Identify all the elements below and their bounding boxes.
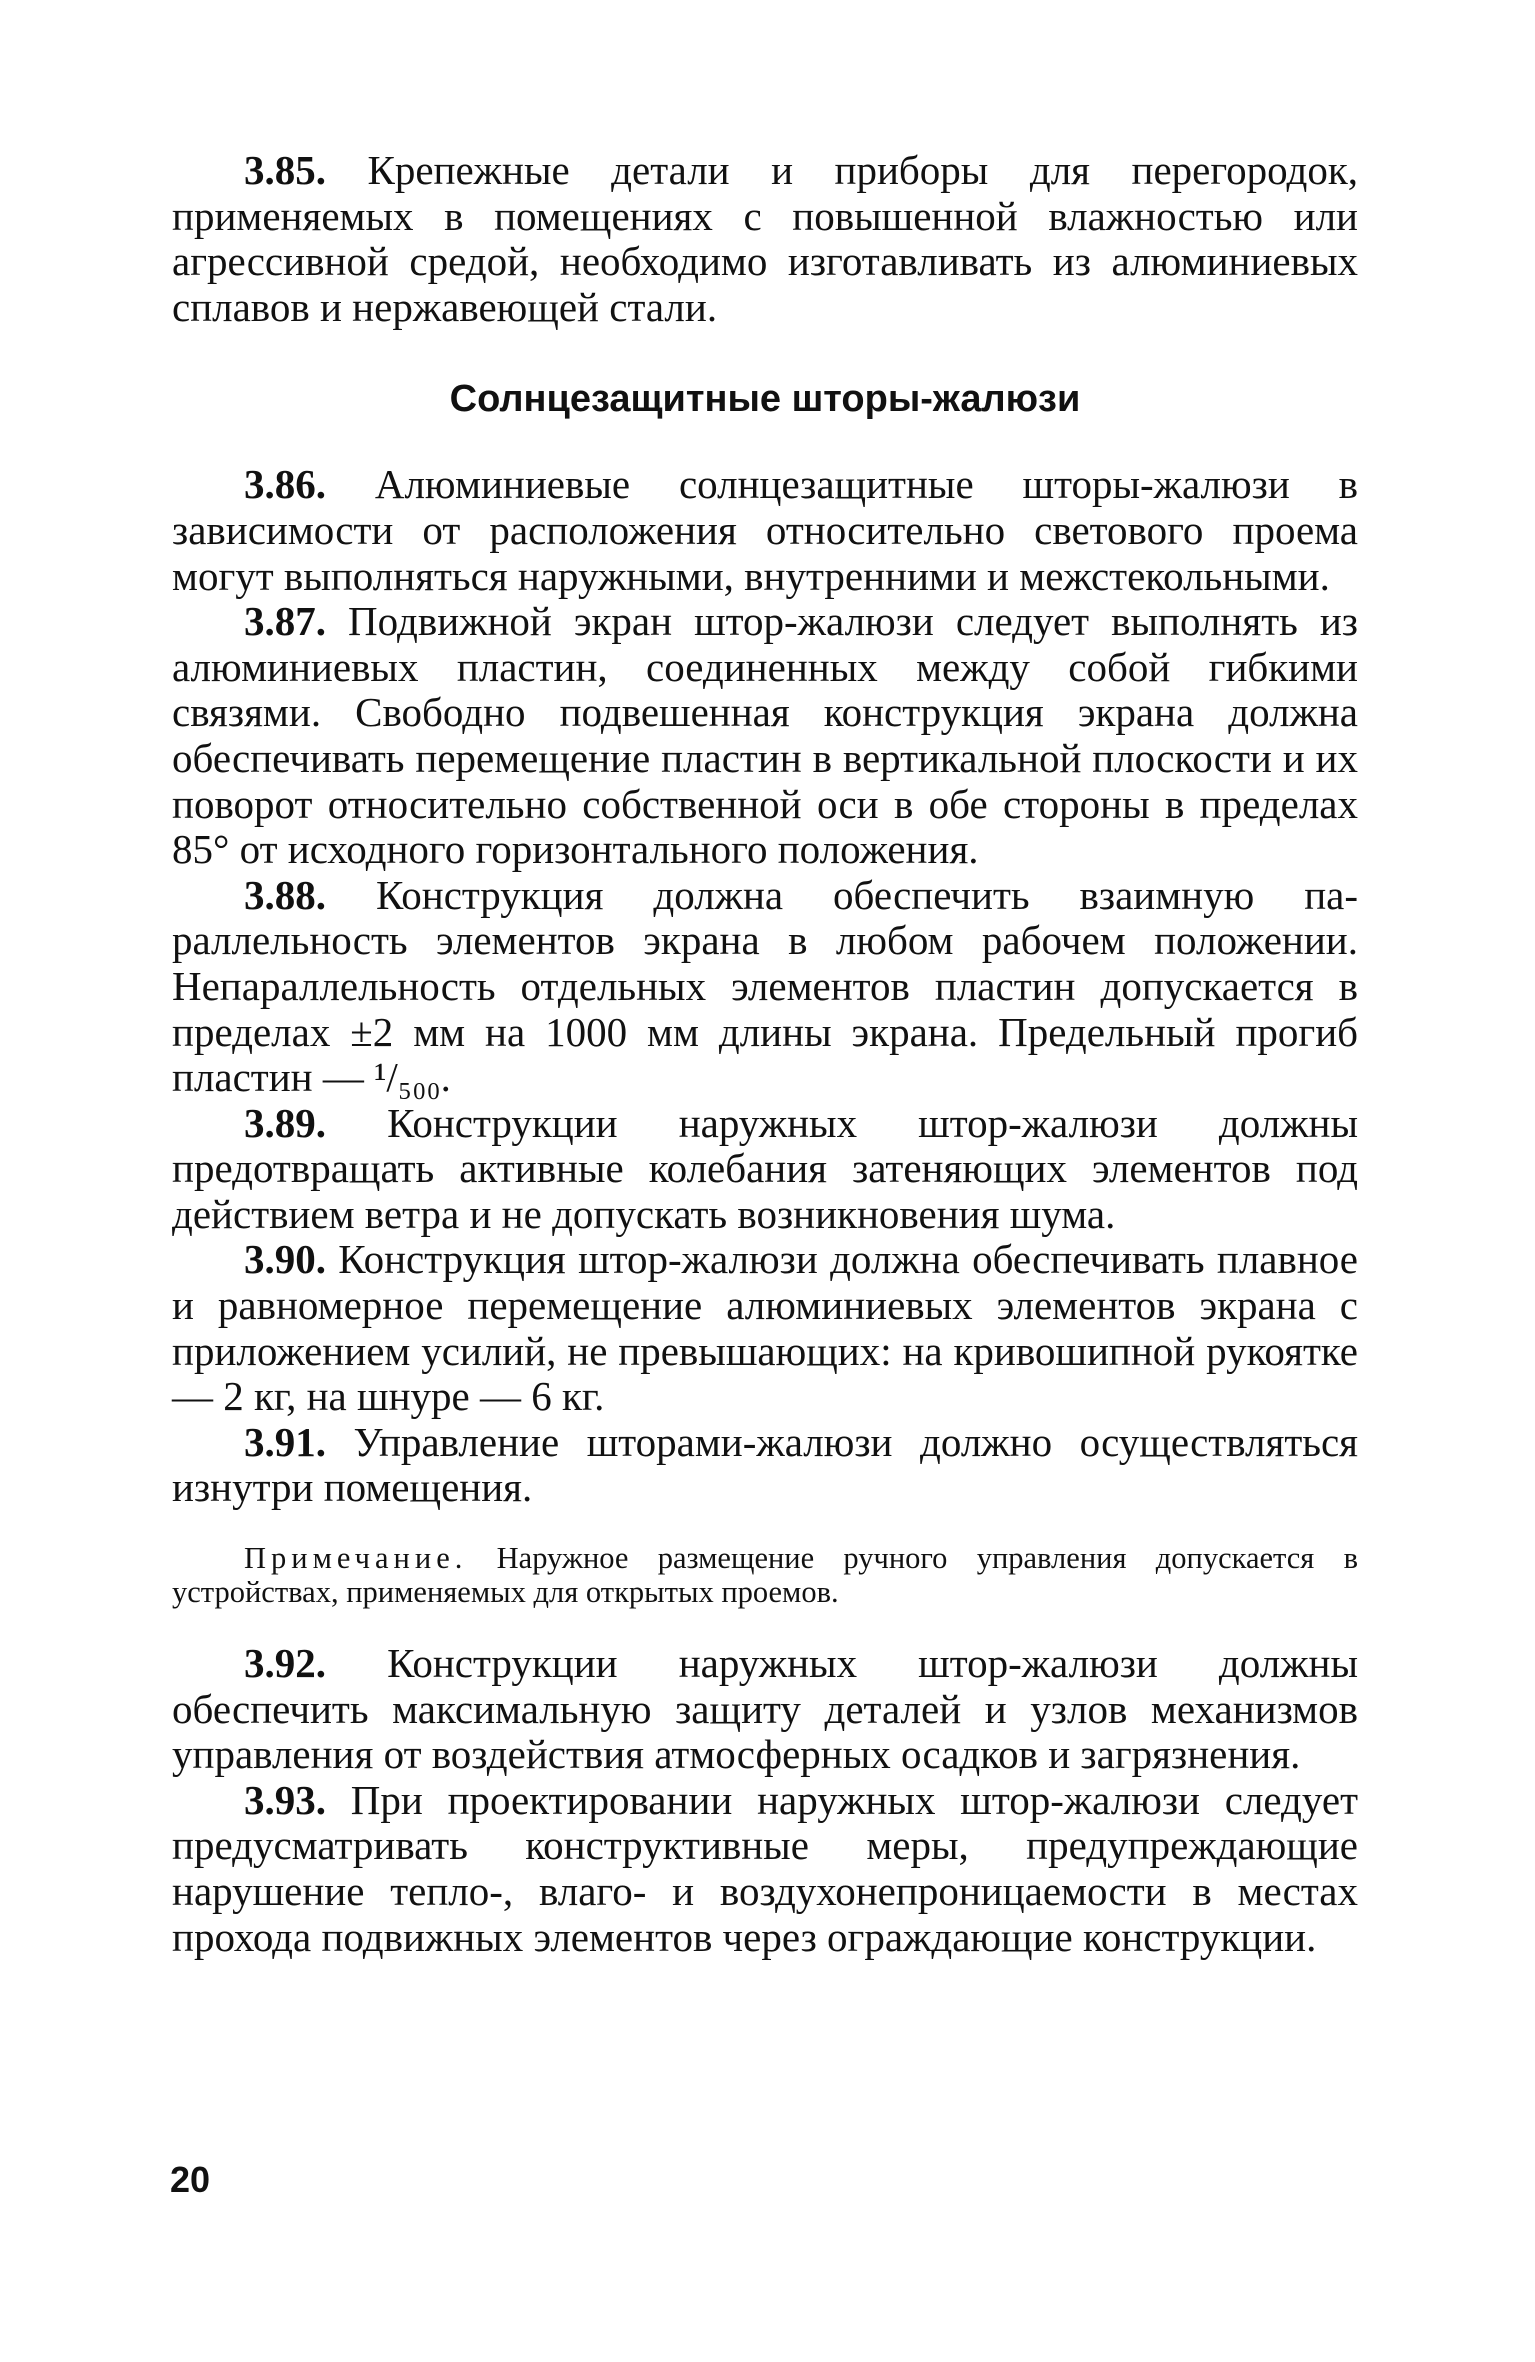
paragraph-3-92 bbox=[172, 1641, 1358, 1778]
paragraph-3-90 bbox=[172, 1237, 1358, 1419]
clause-text: Подвижной экран штор-жалюзи следует выполнять из алюминиевых пластин, соединенных между собой гибкими связями. Свободно подвешенная конструкция экрана должна обеспечивать перемещение пластин в вертикальной плоскости и их поворот относительно собственной оси в обе стороны в пределах 85° от исходного горизонтального положения. bbox=[172, 598, 1358, 873]
clause-text: Конструкция штор-жалюзи должна обеспечивать плавное и равномерное перемещение алюминиевых элементов экрана с приложением усилий, не превышающих: на кривошипной рукоятке — 2 кг, на шнуре — 6 кг. bbox=[172, 1236, 1358, 1420]
clause-number: 3.88. bbox=[244, 871, 326, 918]
note-text: Наружное размещение ручного управления допускается в устройствах, применяемых для открытых проемов. bbox=[172, 1541, 1358, 1610]
paragraph-3-86 bbox=[172, 462, 1358, 599]
paragraph-3-85 bbox=[172, 148, 1358, 330]
clause-text: Управление шторами-жалюзи должно осуществляться изнутри помещения. bbox=[172, 1418, 1358, 1511]
clause-number: 3.93. bbox=[244, 1776, 326, 1823]
clause-number: 3.86. bbox=[244, 461, 326, 508]
paragraph-3-88 bbox=[172, 873, 1358, 1101]
paragraph-3-91 bbox=[172, 1420, 1358, 1511]
paragraph-3-93 bbox=[172, 1778, 1358, 1960]
clause-number: 3.92. bbox=[244, 1640, 326, 1687]
paragraph-3-89 bbox=[172, 1101, 1358, 1238]
clause-number: 3.87. bbox=[244, 598, 326, 645]
clause-number: 3.89. bbox=[244, 1099, 326, 1146]
clause-number: 3.90. bbox=[244, 1236, 326, 1283]
note bbox=[172, 1541, 1358, 1609]
note-label: Примечание. bbox=[244, 1541, 468, 1576]
paragraph-3-87 bbox=[172, 599, 1358, 873]
page-number: 20 bbox=[170, 2159, 211, 2200]
page-body bbox=[172, 148, 1358, 1960]
clause-text: Конструкции наружных штор-жалюзи должны обеспечить максимальную защиту деталей и узлов механизмов управления от воздействия атмосферных осадков и загрязнения. bbox=[172, 1640, 1358, 1778]
clause-text: Крепежные детали и приборы для перегородок, применяемых в помещениях с повышенной влажностью или агрессивной средой, необходимо изготавливать из алюминиевых сплавов и нержавеющей стали. bbox=[172, 147, 1358, 330]
clause-number: 3.91. bbox=[244, 1418, 326, 1465]
clause-text: Конструкция должна обеспечить взаимную параллельность элементов экрана в любом рабочем положении. Непараллельность отдельных элементов пластин допускается в пределах ±2 мм на 1000 мм длины экрана. Предельный прогиб пластин — ¹/₅₀₀. bbox=[172, 871, 1358, 1101]
clause-number: 3.85. bbox=[244, 147, 326, 193]
clause-text: При проектировании наружных штор-жалюзи следует предусматривать конструктивные меры, предупреждающие нарушение тепло-, влаго- и воздухонепроницаемости в местах прохода подвижных элементов через ограждающие конструкции. bbox=[172, 1776, 1358, 1960]
clause-text: Конструкции наружных штор-жалюзи должны предотвращать активные колебания затеняющих элементов под действием ветра и не допускать возникновения шума. bbox=[172, 1099, 1358, 1237]
clause-text: Алюминиевые солнцезащитные шторы-жалюзи в зависимости от расположения относительно светового проема могут выполняться наружными, внутренними и межстекольными. bbox=[172, 461, 1358, 599]
section-heading: Солнцезащитные шторы-жалюзи bbox=[449, 378, 1081, 421]
